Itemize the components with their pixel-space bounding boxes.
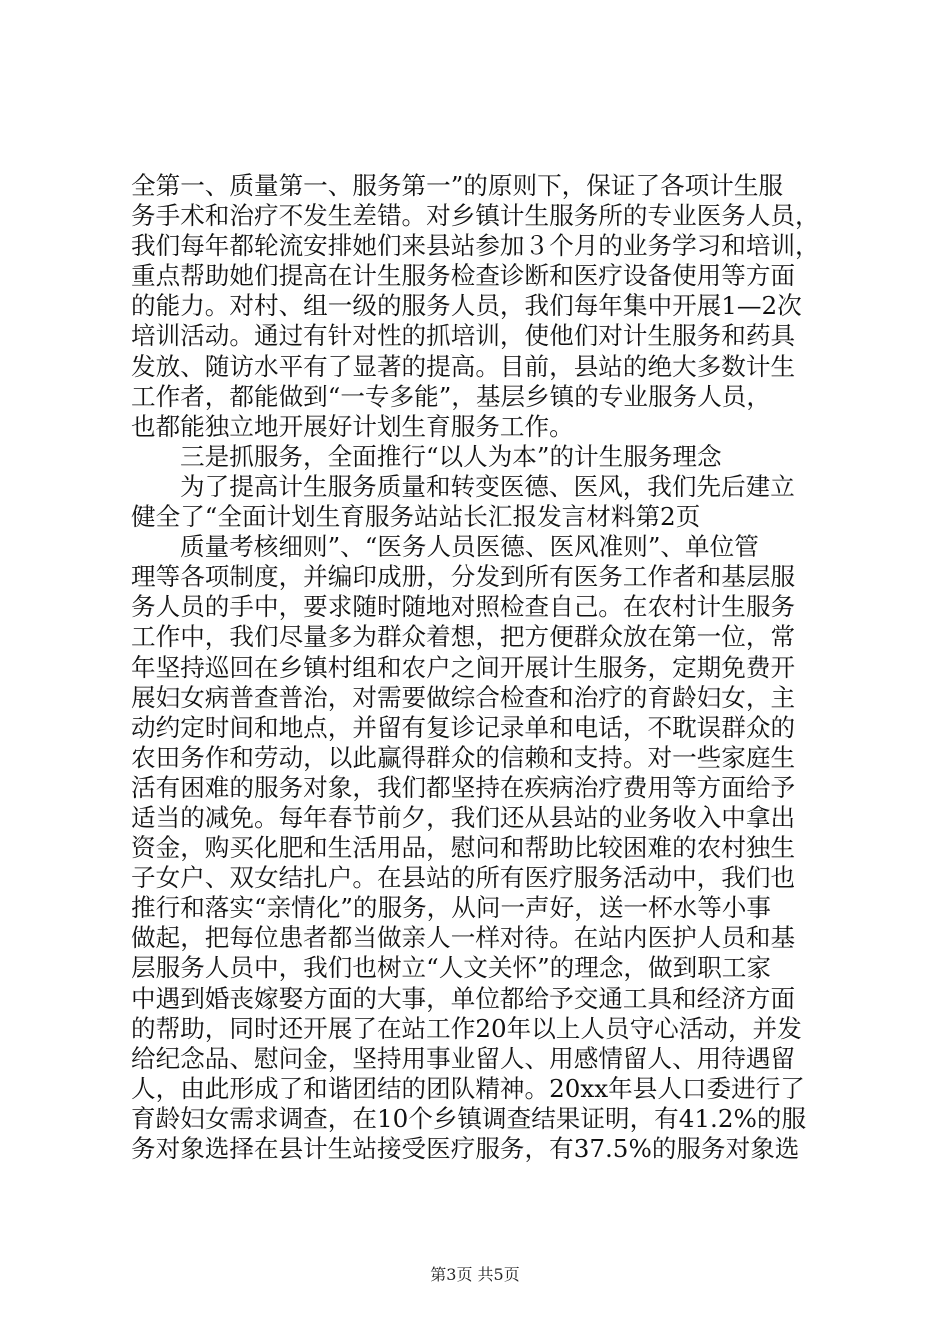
section-heading: 三是抓服务，全面推行“以人为本”的计生服务理念 bbox=[180, 441, 722, 471]
text-line: 发放、随访水平有了显著的提高。目前，县站的绝大多数计生 bbox=[131, 351, 796, 381]
text-line: 工作者，都能做到“一专多能”，基层乡镇的专业服务人员， bbox=[131, 381, 771, 411]
body-text bbox=[131, 171, 831, 1164]
text-line: 中遇到婚丧嫁娶方面的大事，单位都给予交通工具和经济方面 bbox=[131, 983, 796, 1013]
text-line: 的帮助，同时还开展了在站工作20年以上人员守心活动，并发 bbox=[131, 1013, 802, 1043]
text-line: 的能力。对村、组一级的服务人员，我们每年集中开展1—2次 bbox=[131, 291, 802, 321]
text-line: 健全了“全面计划生育服务站站长汇报发言材料第2页 bbox=[131, 502, 701, 532]
text-line: 理等各项制度，并编印成册，分发到所有医务工作者和基层服 bbox=[131, 562, 796, 592]
text-line: 子女户、双女结扎户。在县站的所有医疗服务活动中，我们也 bbox=[131, 863, 796, 893]
text-line: 适当的减免。每年春节前夕，我们还从县站的业务收入中拿出 bbox=[131, 802, 796, 832]
text-line: 层服务人员中，我们也树立“人文关怀”的理念，做到职工家 bbox=[131, 953, 771, 983]
text-line: 资金，购买化肥和生活用品，慰问和帮助比较困难的农村独生 bbox=[131, 833, 796, 863]
text-line: 务对象选择在县计生站接受医疗服务，有37.5%的服务对象选 bbox=[131, 1134, 800, 1163]
text-line: 做起，把每位患者都当做亲人一样对待。在站内医护人员和基 bbox=[131, 923, 796, 953]
text-line: 推行和落实“亲情化”的服务，从问一声好，送一杯水等小事 bbox=[131, 893, 771, 923]
page-number-footer: 第3页 共5页 bbox=[430, 1265, 520, 1284]
text-line: 务人员的手中，要求随时随地对照检查自己。在农村计生服务 bbox=[131, 592, 796, 622]
text-line: 务手术和治疗不发生差错。对乡镇计生服务所的专业医务人员， bbox=[131, 201, 820, 231]
text-line: 工作中，我们尽量多为群众着想，把方便群众放在第一位，常 bbox=[131, 622, 796, 652]
text-line: 质量考核细则”、“医务人员医德、医风准则”、单位管 bbox=[180, 532, 759, 562]
text-line: 全第一、质量第一、服务第一”的原则下，保证了各项计生服 bbox=[131, 171, 784, 200]
text-line: 培训活动。通过有针对性的抓培训，使他们对计生服务和药具 bbox=[131, 321, 796, 351]
text-line: 展妇女病普查普治，对需要做综合检查和治疗的育龄妇女，主 bbox=[131, 682, 796, 712]
text-line: 为了提高计生服务质量和转变医德、医风，我们先后建立 bbox=[180, 471, 795, 501]
text-line: 育龄妇女需求调查，在10个乡镇调查结果证明，有41.2%的服 bbox=[131, 1103, 807, 1133]
text-line: 年坚持巡回在乡镇村组和农户之间开展计生服务，定期免费开 bbox=[131, 652, 796, 682]
text-line: 我们每年都轮流安排她们来县站参加３个月的业务学习和培训， bbox=[131, 231, 820, 261]
text-line: 给纪念品、慰问金，坚持用事业留人、用感情留人、用待遇留 bbox=[131, 1043, 796, 1073]
text-line: 重点帮助她们提高在计生服务检查诊断和医疗设备使用等方面 bbox=[131, 261, 796, 291]
text-line: 也都能独立地开展好计划生育服务工作。 bbox=[131, 411, 574, 441]
text-line: 农田务作和劳动，以此赢得群众的信赖和支持。对一些家庭生 bbox=[131, 742, 796, 772]
text-line: 活有困难的服务对象，我们都坚持在疾病治疗费用等方面给予 bbox=[131, 772, 796, 802]
text-line: 人，由此形成了和谐团结的团队精神。20xx年县人口委进行了 bbox=[131, 1073, 805, 1103]
text-line: 动约定时间和地点，并留有复诊记录单和电话，不耽误群众的 bbox=[131, 712, 796, 742]
